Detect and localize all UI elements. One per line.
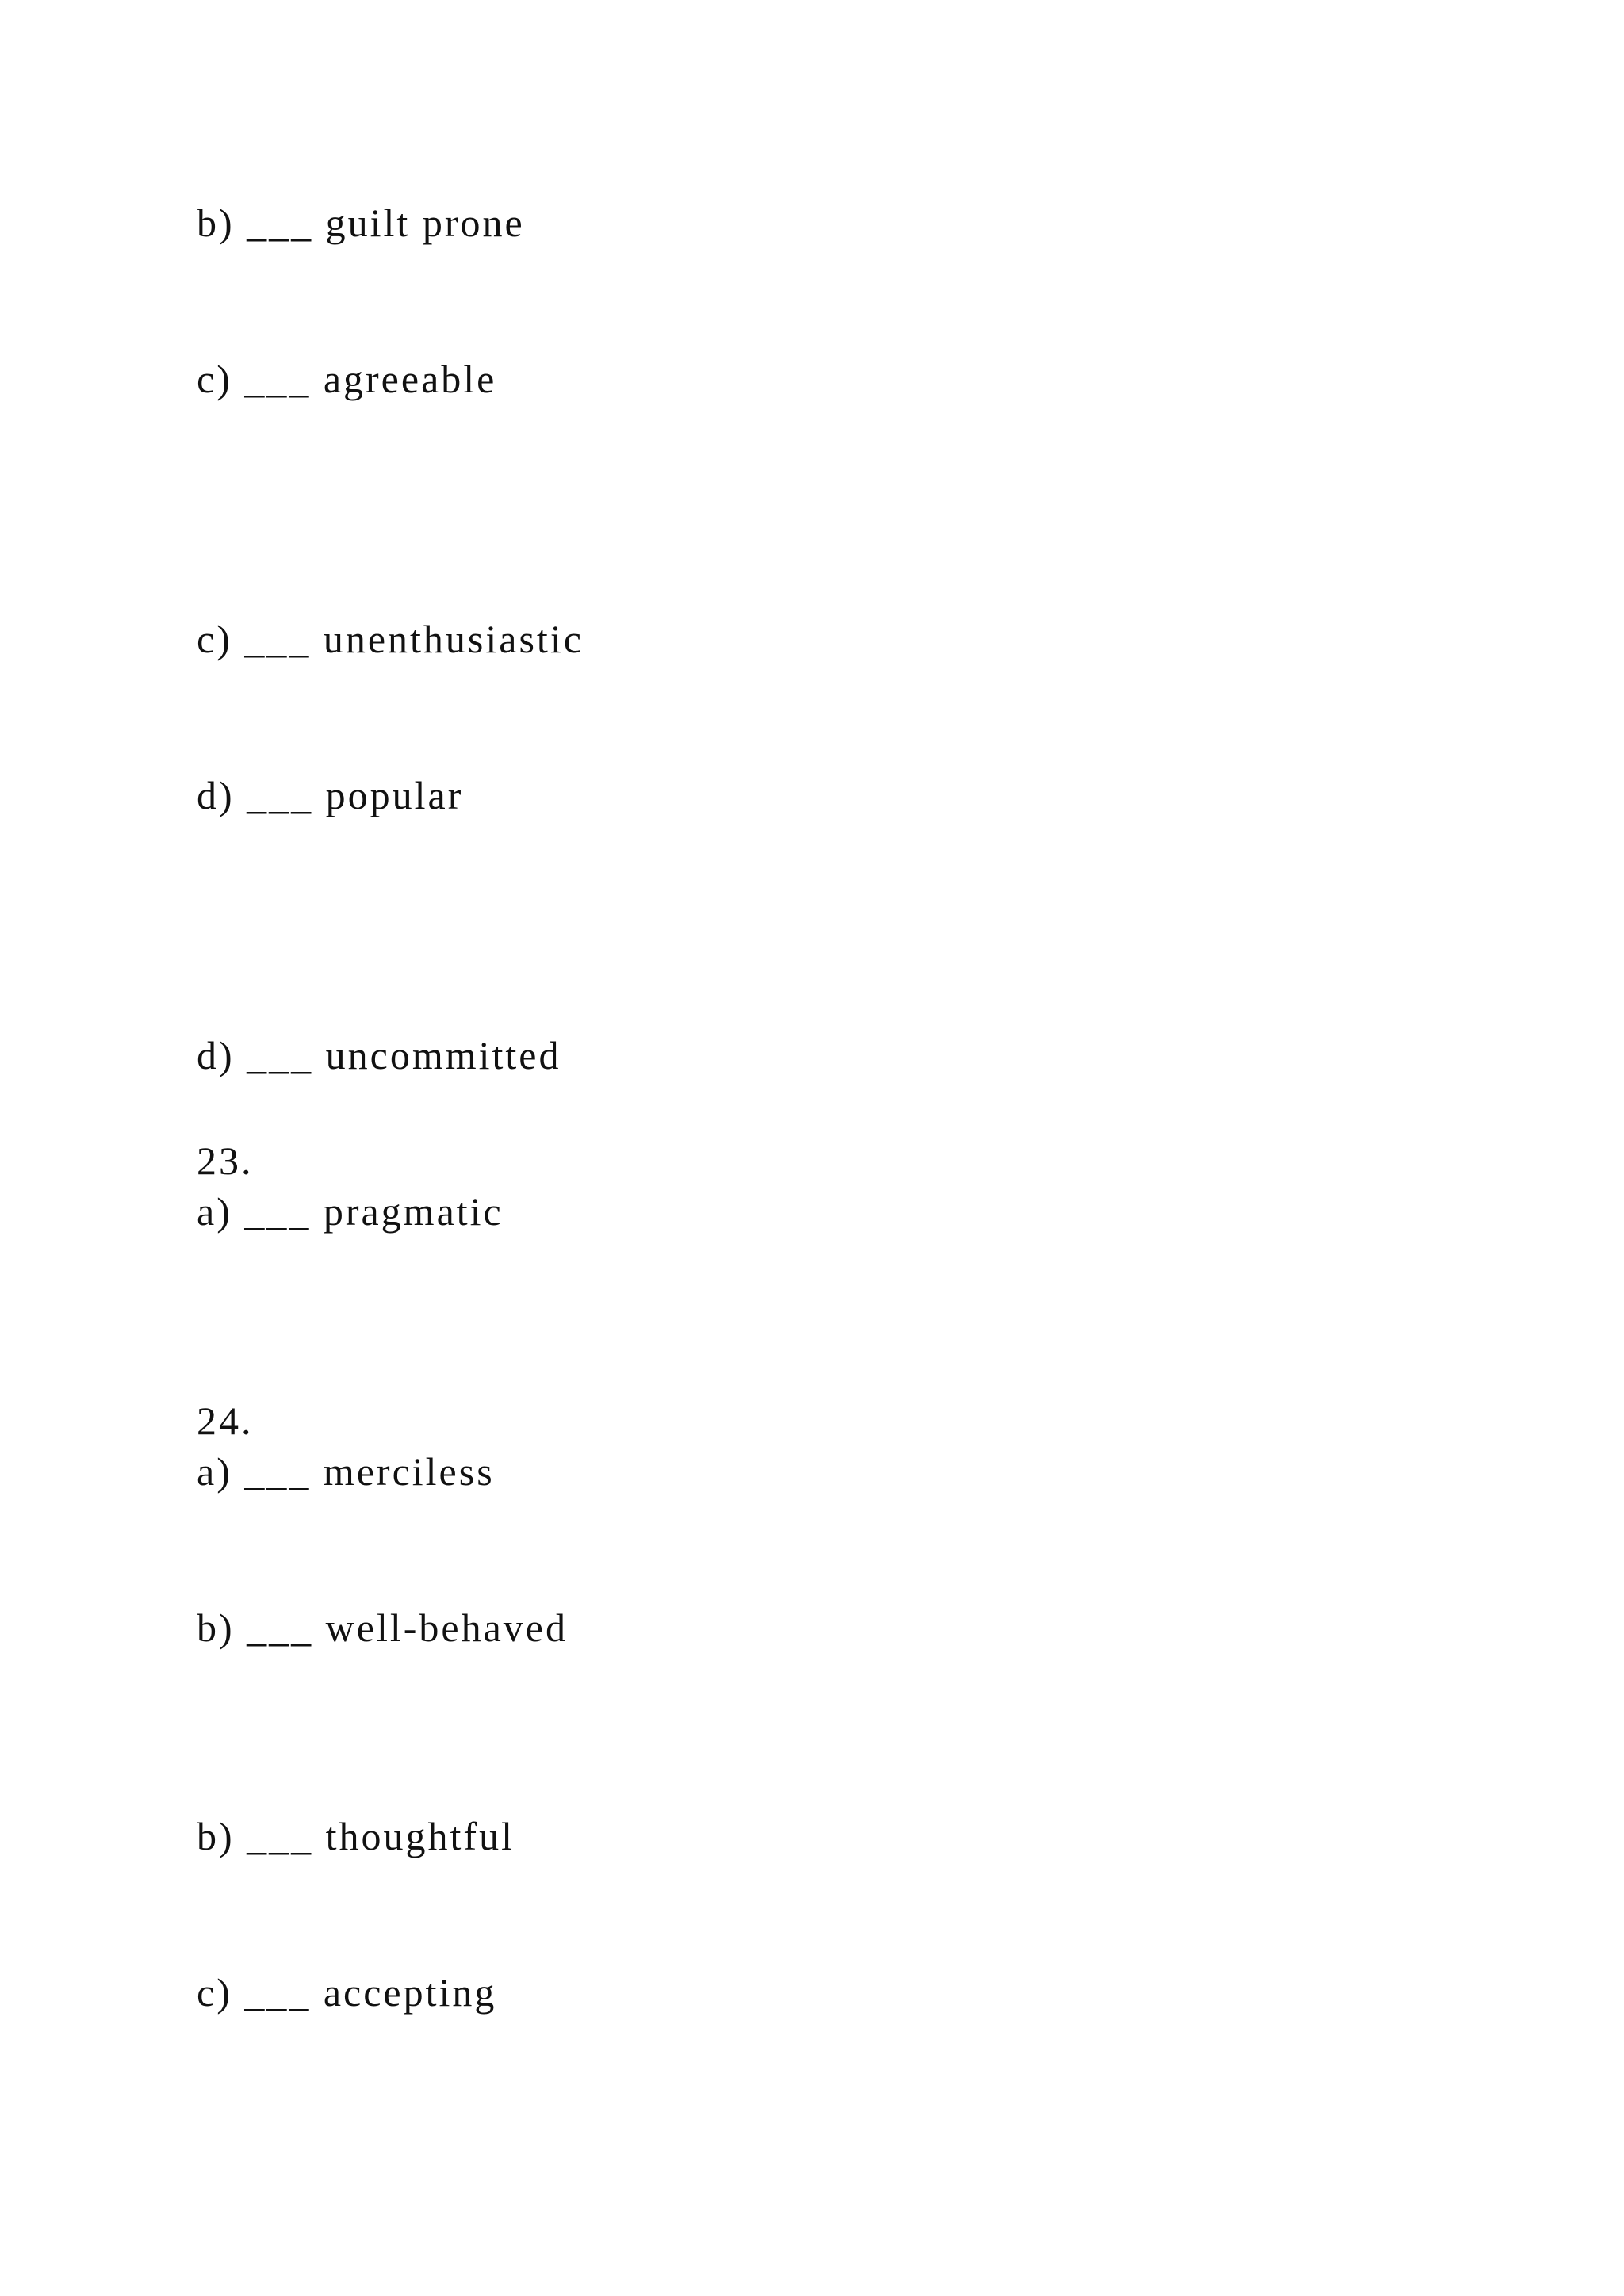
answer-option-d-popular: d) ___ popular — [197, 773, 464, 817]
answer-option-d-uncommitted: d) ___ uncommitted — [197, 1033, 561, 1077]
answer-option-c-agreeable: c) ___ agreeable — [197, 357, 497, 401]
question-number-24: 24. — [197, 1399, 254, 1443]
answer-option-c-unenthusiastic: c) ___ unenthusiastic — [197, 617, 584, 661]
answer-option-b-well-behaved: b) ___ well-behaved — [197, 1605, 568, 1650]
answer-option-a-pragmatic: a) ___ pragmatic — [197, 1189, 504, 1234]
answer-option-c-accepting: c) ___ accepting — [197, 1970, 497, 2015]
answer-option-a-merciless: a) ___ merciless — [197, 1449, 495, 1494]
answer-option-b-thoughtful: b) ___ thoughtful — [197, 1814, 515, 1858]
answer-option-b-guilt-prone: b) ___ guilt prone — [197, 201, 525, 245]
question-number-23: 23. — [197, 1138, 254, 1183]
